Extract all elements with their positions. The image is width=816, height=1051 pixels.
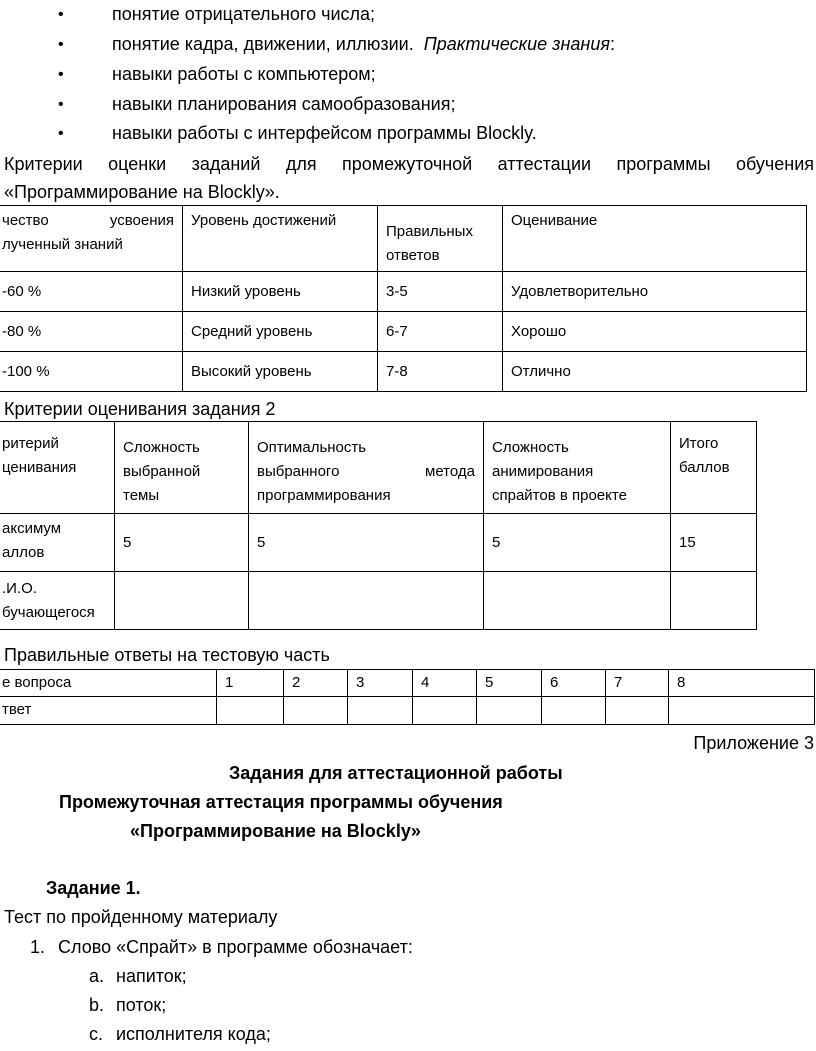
table-cell: Низкий уровень xyxy=(183,272,378,312)
bullet-item-italic: Практические знания xyxy=(423,34,610,54)
table-cell: -100 % xyxy=(0,352,183,392)
task2-heading: Критерии оценивания задания 2 xyxy=(4,399,276,419)
table-cell: Уровень достижений xyxy=(183,206,378,272)
question-number: 1. xyxy=(30,937,46,957)
table-cell: 5 xyxy=(115,514,249,572)
table-cell: 6-7 xyxy=(378,312,503,352)
option-text: исполнителя кода; xyxy=(116,1024,271,1044)
table-cell: 2 xyxy=(284,670,348,697)
bullet-marker: • xyxy=(58,96,64,113)
option-text: напиток; xyxy=(116,966,187,986)
table-cell xyxy=(249,422,484,514)
title-program: «Программирование на Blockly» xyxy=(130,821,421,841)
table-row xyxy=(0,514,757,572)
bullet-item: навыки работы с компьютером; xyxy=(112,64,376,84)
table-cell: 8 xyxy=(669,670,815,697)
table-row xyxy=(0,572,757,630)
table-cell: е вопроса xyxy=(0,670,217,697)
option-letter: a. xyxy=(89,966,105,986)
table-cell xyxy=(542,697,606,725)
table-cell: 7-8 xyxy=(378,352,503,392)
bullet-item: навыки работы с интерфейсом программы Blockly. xyxy=(112,123,537,143)
table-cell: Отлично xyxy=(503,352,807,392)
header-cell-text: Сложность выбранной темы xyxy=(123,439,201,504)
table-cell: Хорошо xyxy=(503,312,807,352)
header-cell-text: Итого баллов xyxy=(679,435,730,476)
table-cell: твет xyxy=(0,697,217,725)
bullet-marker: • xyxy=(58,125,64,142)
table-row xyxy=(0,312,807,352)
header-cell-text: выбранного метода xyxy=(257,463,475,480)
table-cell xyxy=(0,514,115,572)
table-cell xyxy=(671,422,757,514)
question-text: Слово «Спрайт» в программе обозначает: xyxy=(58,937,413,957)
table-cell xyxy=(484,422,671,514)
table-cell xyxy=(378,206,503,272)
assessment-table xyxy=(0,205,807,392)
table-cell: Удовлетворительно xyxy=(503,272,807,312)
table-cell: 3-5 xyxy=(378,272,503,312)
header-cell-text: Сложность анимирования спрайтов в проекте xyxy=(492,439,627,504)
table-cell xyxy=(284,697,348,725)
table-cell: 3 xyxy=(348,670,413,697)
table-cell: Высокий уровень xyxy=(183,352,378,392)
table-cell xyxy=(0,572,115,630)
row-label: .И.О. бучающегося xyxy=(2,579,95,621)
table-cell xyxy=(348,697,413,725)
table-cell xyxy=(115,422,249,514)
table-cell xyxy=(669,697,815,725)
table-cell xyxy=(671,572,757,630)
table-cell xyxy=(484,572,671,630)
option-letter: c. xyxy=(89,1024,104,1044)
title-interim: Промежуточная аттестация программы обучения xyxy=(59,792,503,812)
table-cell xyxy=(217,697,284,725)
task1-heading: Задание 1. xyxy=(46,878,141,898)
table-cell: Оценивание xyxy=(503,206,807,272)
header-cell-line: чество усвоения xyxy=(2,212,174,229)
bullet-item-tail: : xyxy=(609,34,615,54)
header-cell-text: Оптимальность xyxy=(257,439,367,456)
table-cell xyxy=(606,697,669,725)
table-cell xyxy=(0,206,183,272)
header-cell-text: Правильных ответов xyxy=(386,223,473,264)
table-header-row xyxy=(0,206,807,272)
table-cell: Средний уровень xyxy=(183,312,378,352)
option-text: поток; xyxy=(116,995,167,1015)
table-cell: 5 xyxy=(477,670,542,697)
answers-table xyxy=(0,669,815,725)
table-cell: -60 % xyxy=(0,272,183,312)
bullet-marker: • xyxy=(58,6,64,23)
header-cell-text: ритерий ценивания xyxy=(2,435,77,476)
table-cell xyxy=(477,697,542,725)
table-cell: 7 xyxy=(606,670,669,697)
table-cell xyxy=(115,572,249,630)
table-row xyxy=(0,670,815,697)
bullet-item-text: понятие кадра, движении, иллюзии. xyxy=(112,34,414,54)
header-cell-text: программирования xyxy=(257,487,391,504)
table-row xyxy=(0,697,815,725)
answers-heading: Правильные ответы на тестовую часть xyxy=(4,645,330,665)
test-intro: Тест по пройденному материалу xyxy=(4,907,278,927)
table-cell xyxy=(413,697,477,725)
criteria-intro-line2: «Программирование на Blockly». xyxy=(4,182,280,202)
bullet-marker: • xyxy=(58,36,64,53)
table-cell xyxy=(249,572,484,630)
header-cell-line: лученный знаний xyxy=(2,236,123,253)
row-label: аксимум аллов xyxy=(2,520,62,561)
table-cell: 5 xyxy=(484,514,671,572)
table-cell: 5 xyxy=(249,514,484,572)
table-cell: 6 xyxy=(542,670,606,697)
task2-criteria-table xyxy=(0,421,757,630)
appendix-label: Приложение 3 xyxy=(693,733,814,753)
table-cell xyxy=(0,422,115,514)
criteria-intro-line1: Критерии оценки заданий для промежуточной аттестации программы обучения xyxy=(4,154,814,174)
option-letter: b. xyxy=(89,995,105,1015)
table-cell: 4 xyxy=(413,670,477,697)
bullet-item: понятие отрицательного числа; xyxy=(112,4,376,24)
bullet-item xyxy=(112,33,615,55)
bullet-marker: • xyxy=(58,66,64,83)
table-cell: 1 xyxy=(217,670,284,697)
table-header-row xyxy=(0,422,757,514)
table-cell: -80 % xyxy=(0,312,183,352)
title-tasks: Задания для аттестационной работы xyxy=(229,763,563,783)
table-row xyxy=(0,352,807,392)
table-cell: 15 xyxy=(671,514,757,572)
table-row xyxy=(0,272,807,312)
bullet-item: навыки планирования самообразования; xyxy=(112,94,456,114)
